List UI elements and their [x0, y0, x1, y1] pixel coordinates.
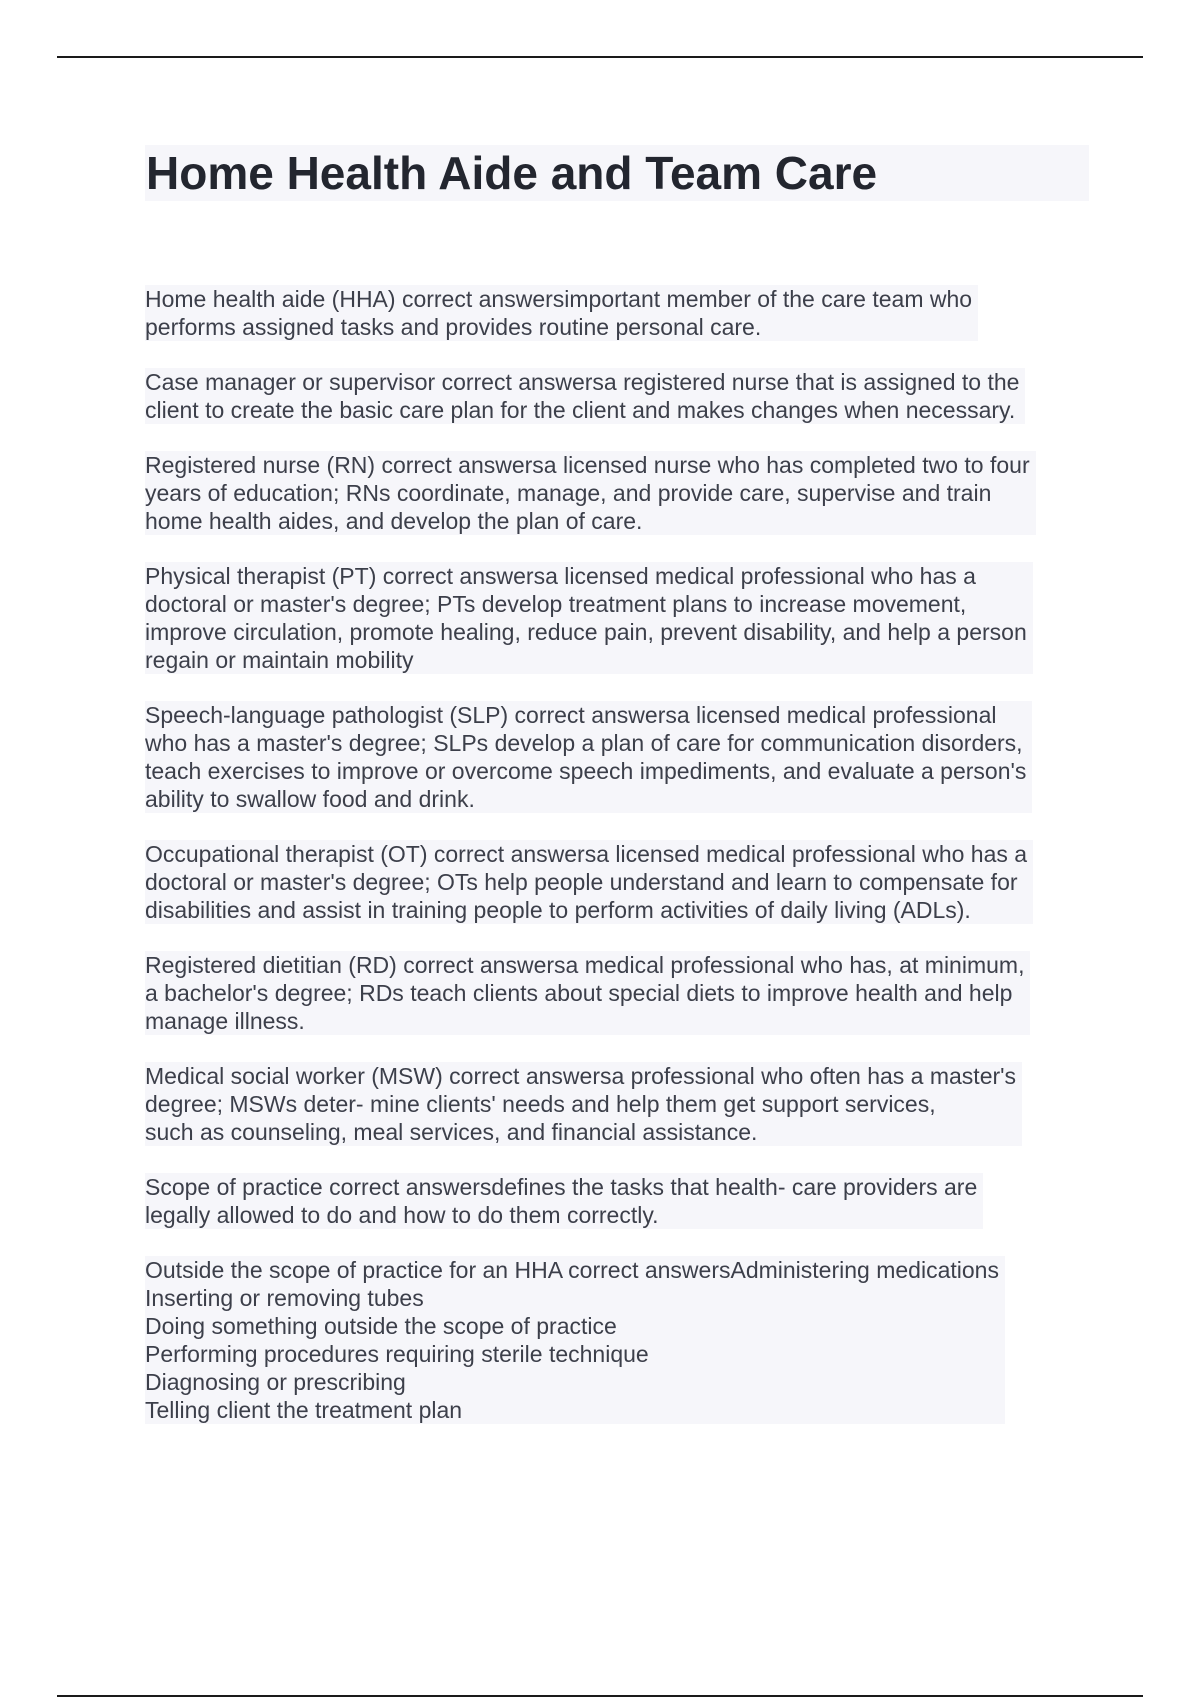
page-title: Home Health Aide and Team Care	[146, 147, 878, 199]
entry-line: teach exercises to improve or overcome speech impediments, and evaluate a person's	[145, 758, 1027, 784]
entry-line: Doing something outside the scope of practice	[145, 1313, 617, 1339]
entry-speech-pathologist	[145, 701, 1032, 813]
entry-line: who has a master's degree; SLPs develop a plan of care for communication disorders,	[145, 730, 1023, 756]
entry-line: years of education; RNs coordinate, manage, and provide care, supervise and train	[145, 480, 992, 506]
entry-line: home health aides, and develop the plan of care.	[145, 508, 643, 534]
entry-line: Case manager or supervisor correct answersa registered nurse that is assigned to the	[145, 369, 1020, 395]
entry-case-manager	[145, 368, 1025, 424]
entry-physical-therapist	[145, 562, 1033, 674]
entry-line: improve circulation, promote healing, reduce pain, prevent disability, and help a person	[145, 619, 1027, 645]
entry-line: doctoral or master's degree; OTs help people understand and learn to compensate for	[145, 869, 1018, 895]
entry-line: Scope of practice correct answersdefines the tasks that health- care providers are	[145, 1174, 978, 1200]
entry-line: manage illness.	[145, 1008, 305, 1034]
entry-line: Performing procedures requiring sterile technique	[145, 1341, 649, 1367]
entry-line: Registered dietitian (RD) correct answersa medical professional who has, at minimum,	[145, 952, 1025, 978]
entry-line: Speech-language pathologist (SLP) correct answersa licensed medical professional	[145, 702, 997, 728]
entry-registered-nurse	[145, 451, 1036, 535]
entry-line: a bachelor's degree; RDs teach clients about special diets to improve health and help	[145, 980, 1013, 1006]
entry-scope-of-practice	[145, 1173, 983, 1229]
entry-line: Diagnosing or prescribing	[145, 1369, 406, 1395]
bottom-rule	[57, 1695, 1143, 1697]
entry-line: ability to swallow food and drink.	[145, 786, 475, 812]
entry-line: client to create the basic care plan for the client and makes changes when necessary.	[145, 397, 1016, 423]
entry-line: Outside the scope of practice for an HHA correct answersAdministering medications	[145, 1257, 999, 1283]
top-rule	[57, 56, 1143, 58]
entry-line: Medical social worker (MSW) correct answersa professional who often has a master's	[145, 1063, 1017, 1089]
entry-line: disabilities and assist in training people to perform activities of daily living (ADLs).	[145, 897, 971, 923]
entry-line: performs assigned tasks and provides routine personal care.	[145, 314, 762, 340]
entry-dietitian	[145, 951, 1030, 1035]
entry-line: degree; MSWs deter- mine clients' needs and help them get support services,	[145, 1091, 936, 1117]
entry-line: Telling client the treatment plan	[145, 1397, 463, 1423]
entry-line: Occupational therapist (OT) correct answersa licensed medical professional who has a	[145, 841, 1028, 867]
entry-occupational-therapist	[145, 840, 1033, 924]
entry-list	[145, 285, 1105, 1451]
entry-line: legally allowed to do and how to do them correctly.	[145, 1202, 659, 1228]
entry-line: Home health aide (HHA) correct answersimportant member of the care team who	[145, 286, 973, 312]
entry-line: Physical therapist (PT) correct answersa licensed medical professional who has a	[145, 563, 976, 589]
entry-social-worker	[145, 1062, 1022, 1146]
entry-line: Registered nurse (RN) correct answersa licensed nurse who has completed two to four	[145, 452, 1030, 478]
entry-line: doctoral or master's degree; PTs develop treatment plans to increase movement,	[145, 591, 967, 617]
entry-line: regain or maintain mobility	[145, 647, 414, 673]
entry-hha	[145, 285, 978, 341]
entry-line: Inserting or removing tubes	[145, 1285, 424, 1311]
entry-line: such as counseling, meal services, and financial assistance.	[145, 1119, 758, 1145]
entry-outside-scope	[145, 1256, 1005, 1424]
